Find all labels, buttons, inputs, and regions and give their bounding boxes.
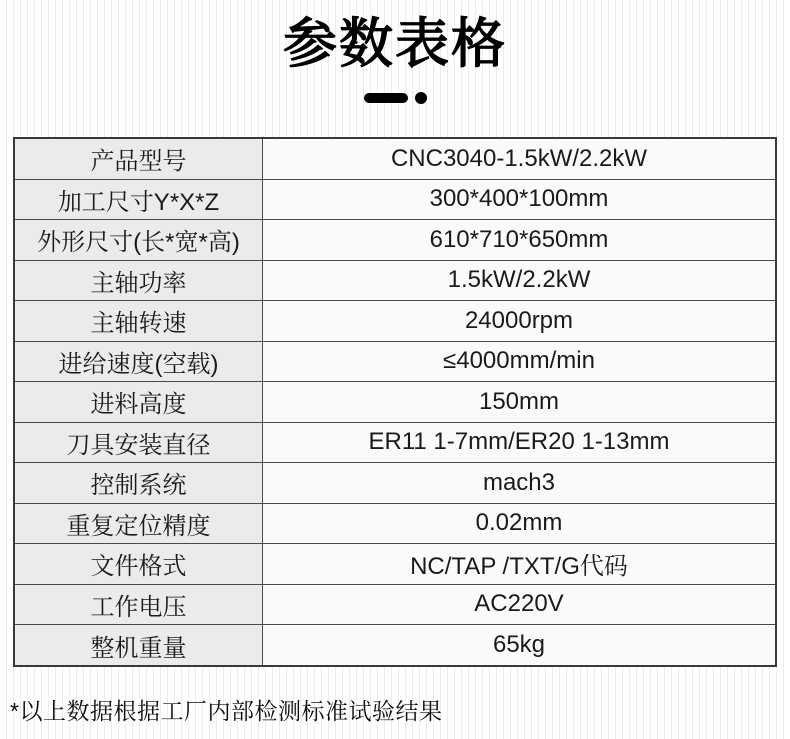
param-label-cell: 控制系统 — [14, 463, 263, 504]
spec-table-body — [14, 138, 776, 666]
dot-icon — [415, 92, 427, 104]
param-value-cell: 300*400*100mm — [263, 179, 777, 220]
param-label-cell: 外形尺寸(长*宽*高) — [14, 220, 263, 261]
param-label-cell: 进给速度(空载) — [14, 341, 263, 382]
param-label-cell: 重复定位精度 — [14, 503, 263, 544]
param-value-cell: mach3 — [263, 463, 777, 504]
table-row — [14, 625, 776, 666]
param-label-cell: 产品型号 — [14, 138, 263, 179]
param-label-cell: 工作电压 — [14, 584, 263, 625]
param-value-cell: 1.5kW/2.2kW — [263, 260, 777, 301]
table-row — [14, 341, 776, 382]
param-value-cell: CNC3040-1.5kW/2.2kW — [263, 138, 777, 179]
param-value-cell: ER11 1-7mm/ER20 1-13mm — [263, 422, 777, 463]
param-label-cell: 加工尺寸Y*X*Z — [14, 179, 263, 220]
footnote: *以上数据根据工厂内部检测标准试验结果 — [10, 698, 443, 724]
table-row — [14, 179, 776, 220]
title-underline — [0, 92, 790, 104]
param-label-cell: 文件格式 — [14, 544, 263, 585]
param-label-cell: 主轴转速 — [14, 301, 263, 342]
param-value-cell: AC220V — [263, 584, 777, 625]
param-value-cell: ≤4000mm/min — [263, 341, 777, 382]
table-row — [14, 544, 776, 585]
dash-icon — [364, 93, 408, 103]
param-value-cell: 24000rpm — [263, 301, 777, 342]
table-row — [14, 503, 776, 544]
param-value-cell: NC/TAP /TXT/G代码 — [263, 544, 777, 585]
table-row — [14, 260, 776, 301]
param-label-cell: 整机重量 — [14, 625, 263, 666]
param-value-cell: 65kg — [263, 625, 777, 666]
table-row — [14, 584, 776, 625]
param-value-cell: 0.02mm — [263, 503, 777, 544]
header — [0, 0, 790, 104]
param-value-cell: 610*710*650mm — [263, 220, 777, 261]
table-row — [14, 220, 776, 261]
table-row — [14, 422, 776, 463]
table-row — [14, 138, 776, 179]
param-value-cell: 150mm — [263, 382, 777, 423]
page-title: 参数表格 — [283, 14, 507, 74]
spec-table — [13, 137, 777, 667]
param-label-cell: 刀具安装直径 — [14, 422, 263, 463]
table-row — [14, 463, 776, 504]
table-row — [14, 301, 776, 342]
param-label-cell: 进料高度 — [14, 382, 263, 423]
param-label-cell: 主轴功率 — [14, 260, 263, 301]
table-row — [14, 382, 776, 423]
